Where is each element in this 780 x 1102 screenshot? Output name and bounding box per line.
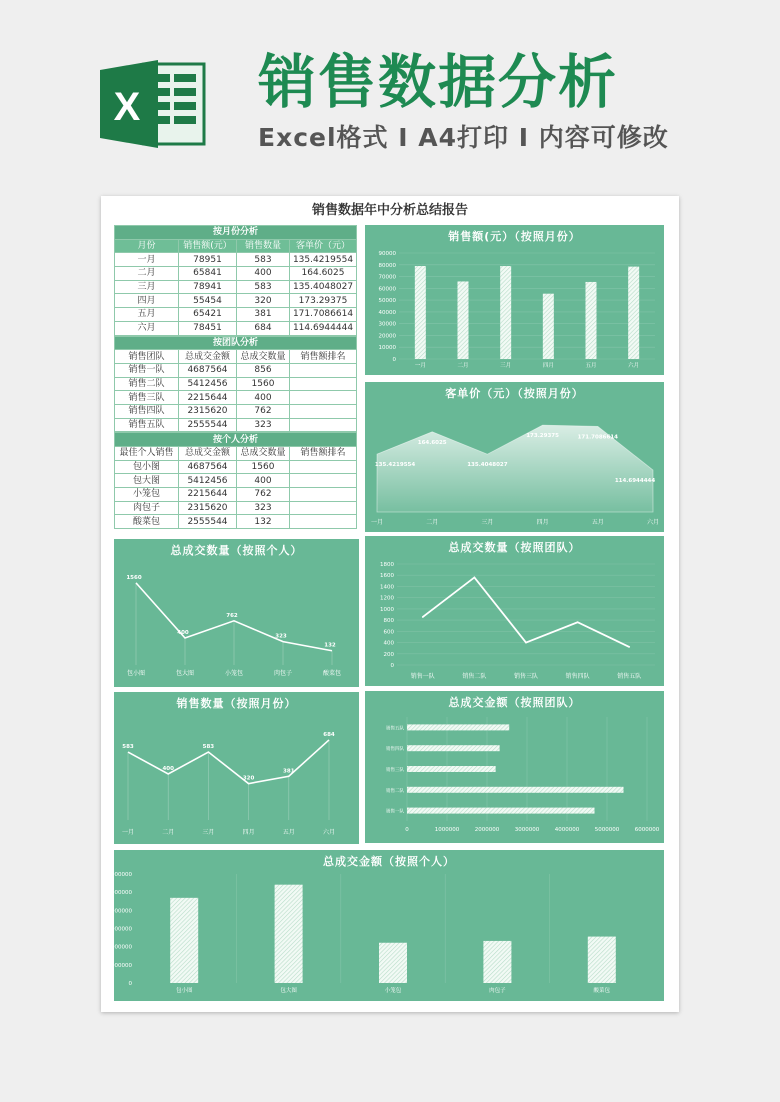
table-cell[interactable]: [290, 391, 357, 405]
table-cell[interactable]: 4687564: [179, 460, 237, 474]
y-tick-label: 0: [390, 663, 394, 669]
table-row: [115, 501, 357, 515]
table-cell[interactable]: 135.4219554: [290, 253, 357, 267]
y-tick-label: 90000: [378, 251, 396, 257]
y-tick-label: 70000: [378, 274, 396, 281]
table-cell[interactable]: 2215644: [179, 488, 237, 502]
table-cell[interactable]: 4687564: [179, 363, 237, 377]
data-point: [525, 642, 527, 644]
table-cell[interactable]: 2315620: [179, 404, 237, 418]
chart-quantity-by-team: [365, 536, 664, 686]
table-row: [115, 267, 357, 281]
y-tick-label: 80000: [378, 262, 396, 269]
table-cell[interactable]: 2555544: [179, 418, 237, 432]
table-cell[interactable]: 65421: [179, 308, 237, 322]
x-tick-label: 包大图: [280, 988, 297, 994]
table-row: [115, 404, 357, 418]
data-label: 173.29375: [526, 433, 559, 440]
y-tick-label: 600: [383, 629, 394, 636]
table-row: [115, 308, 357, 322]
table-cell[interactable]: 114.6944444: [290, 321, 357, 335]
table-row: [115, 280, 357, 294]
chart-title: 销售额(元）（按照月份）: [448, 230, 581, 243]
x-tick-label: 一月: [414, 363, 426, 369]
table-cell[interactable]: 销售五队: [115, 418, 179, 432]
x-tick-label: 销售二队: [462, 673, 487, 680]
table-cell[interactable]: 肉包子: [115, 501, 179, 515]
x-tick-label: 六月: [322, 829, 336, 836]
x-tick-label: 销售四队: [565, 673, 590, 680]
data-point: [422, 616, 424, 618]
table-cell[interactable]: [290, 474, 357, 488]
y-tick-label: 3000000: [107, 926, 132, 933]
chart-title: 总成交金额（按照个人）: [323, 855, 455, 868]
table-cell[interactable]: 销售四队: [115, 404, 179, 418]
chart-plot: [114, 539, 359, 687]
y-tick-label: 1400: [380, 584, 394, 591]
bar: [588, 937, 616, 983]
table-cell[interactable]: 酸菜包: [115, 515, 179, 529]
y-tick-label: 400: [383, 640, 394, 647]
data-point: [542, 424, 544, 426]
y-tick-label: 0: [392, 357, 396, 363]
y-tick-label: 销售二队: [386, 788, 404, 794]
line-series: [128, 740, 329, 784]
table-cell[interactable]: 132: [237, 515, 290, 529]
x-tick-label: 销售三队: [513, 673, 539, 680]
y-tick-label: 4000000: [107, 908, 132, 915]
team-table-header-cell: 销售额排名: [290, 350, 357, 364]
table-row: [115, 515, 357, 529]
table-row: [115, 363, 357, 377]
chart-title: 客单价（元）（按照月份）: [445, 387, 584, 400]
data-point: [474, 577, 476, 579]
chart-title: 销售数量（按照月份）: [176, 697, 297, 710]
bar: [458, 281, 469, 359]
y-tick-label: 销售三队: [386, 768, 404, 773]
chart-unit-price-by-month: [365, 382, 664, 532]
team-table-header-cell: 销售团队: [115, 350, 179, 364]
table-cell[interactable]: 400: [237, 391, 290, 405]
data-label: 684: [323, 731, 335, 738]
x-tick-label: 肉包子: [273, 670, 293, 677]
bar: [415, 266, 426, 359]
x-tick-label: 三月: [481, 519, 494, 526]
x-tick-label: 小笼包: [384, 988, 402, 994]
y-tick-label: 6000000: [107, 872, 132, 878]
person-table-header-cell: 总成交数量: [237, 447, 290, 461]
y-tick-label: 1200: [380, 595, 394, 602]
data-point: [376, 453, 378, 455]
chart-plot: [107, 850, 664, 1001]
data-label: 381: [283, 768, 295, 775]
table-cell[interactable]: 323: [237, 418, 290, 432]
person-table-header-cell: 总成交金额: [179, 447, 237, 461]
table-cell[interactable]: 小笼包: [115, 488, 179, 502]
bar: [586, 282, 597, 359]
data-point: [577, 621, 579, 623]
table-cell[interactable]: 400: [237, 474, 290, 488]
table-cell[interactable]: 三月: [115, 280, 179, 294]
x-tick-label: 二月: [426, 519, 439, 526]
month-table-header-cell: 月份: [115, 239, 179, 253]
bar: [407, 724, 509, 730]
table-cell[interactable]: 六月: [115, 321, 179, 335]
table-cell[interactable]: 856: [237, 363, 290, 377]
table-row: [115, 474, 357, 488]
table-cell[interactable]: 78951: [179, 253, 237, 267]
bar: [543, 294, 554, 359]
chart-amount-by-person: [107, 850, 664, 1001]
x-tick-label: 三月: [202, 829, 215, 836]
bar: [628, 267, 639, 359]
x-tick-label: 一月: [121, 829, 135, 836]
data-tables: [114, 225, 356, 529]
chart-plot: [365, 382, 664, 532]
team-table: [114, 336, 357, 433]
table-cell[interactable]: 2315620: [179, 501, 237, 515]
excel-logo-icon: [100, 58, 208, 150]
person-table-title: 按个人分析: [115, 433, 357, 447]
y-tick-label: 1000: [380, 606, 394, 613]
bar: [170, 898, 198, 983]
table-cell[interactable]: 164.6025: [290, 267, 357, 281]
y-tick-label: 200: [383, 651, 394, 658]
x-tick-label: 四月: [542, 363, 554, 369]
x-tick-label: 五月: [591, 519, 604, 526]
table-cell[interactable]: 销售三队: [115, 391, 179, 405]
table-cell[interactable]: 55454: [179, 294, 237, 308]
bar: [500, 266, 511, 359]
y-tick-label: 销售一队: [386, 809, 404, 815]
x-tick-label: 六月: [628, 363, 640, 369]
x-tick-label: 0: [405, 827, 409, 833]
table-cell[interactable]: [290, 488, 357, 502]
y-tick-label: 5000000: [107, 890, 132, 897]
table-row: [115, 253, 357, 267]
table-cell[interactable]: 一月: [115, 253, 179, 267]
person-table-header-cell: 最佳个人销售: [115, 447, 179, 461]
x-tick-label: 小笼包: [224, 670, 244, 677]
x-tick-label: 包小图: [126, 670, 146, 677]
x-tick-label: 4000000: [554, 827, 580, 833]
x-tick-label: 3000000: [514, 827, 540, 833]
y-tick-label: 20000: [378, 333, 396, 340]
table-cell[interactable]: [290, 515, 357, 529]
table-cell[interactable]: 2215644: [179, 391, 237, 405]
chart-title: 总成交数量（按照团队）: [448, 541, 581, 554]
table-cell[interactable]: 5412456: [179, 474, 237, 488]
table-cell[interactable]: 65841: [179, 267, 237, 281]
y-tick-label: 1600: [380, 573, 394, 580]
table-cell[interactable]: [290, 418, 357, 432]
month-table-header-cell: 销售数量: [237, 239, 290, 253]
data-label: 400: [177, 630, 189, 636]
person-table-header-cell: 销售额排名: [290, 447, 357, 461]
table-cell[interactable]: 包小图: [115, 460, 179, 474]
page-title: 销售数据分析: [258, 48, 619, 116]
y-tick-label: 40000: [378, 309, 396, 316]
table-cell[interactable]: 135.4048027: [290, 280, 357, 294]
person-table: [114, 432, 357, 529]
table-cell[interactable]: 销售一队: [115, 363, 179, 377]
table-cell[interactable]: 78451: [179, 321, 237, 335]
x-tick-label: 1000000: [434, 827, 460, 833]
x-tick-label: 四月: [536, 519, 549, 526]
table-cell[interactable]: 173.29375: [290, 294, 357, 308]
data-label: 135.4048027: [467, 462, 508, 469]
table-cell[interactable]: 320: [237, 294, 290, 308]
data-point: [431, 431, 433, 433]
table-cell[interactable]: 78941: [179, 280, 237, 294]
report-title: 销售数据年中分析总结报告: [311, 203, 468, 218]
team-table-header-cell: 总成交数量: [237, 350, 290, 364]
chart-quantity-by-person: [114, 539, 359, 687]
data-point: [487, 453, 489, 455]
table-cell[interactable]: [290, 404, 357, 418]
bar: [407, 808, 595, 814]
data-label: 132: [324, 642, 336, 649]
x-tick-label: 一月: [370, 519, 384, 526]
chart-sales-by-month: [365, 225, 664, 375]
x-tick-label: 酸菜包: [322, 670, 342, 677]
y-tick-label: 销售五队: [386, 726, 404, 732]
data-label: 762: [226, 612, 238, 619]
x-tick-label: 包小图: [175, 988, 193, 994]
x-tick-label: 5000000: [594, 827, 620, 833]
data-label: 323: [275, 633, 287, 640]
x-tick-label: 四月: [242, 829, 255, 836]
bar: [483, 941, 511, 983]
x-tick-label: 肉包子: [489, 988, 506, 994]
x-tick-label: 三月: [500, 363, 512, 369]
x-tick-label: 五月: [585, 363, 597, 369]
x-tick-label: 五月: [282, 829, 295, 836]
month-table: [114, 225, 357, 336]
table-cell[interactable]: 762: [237, 404, 290, 418]
chart-title: 总成交数量（按照个人）: [170, 544, 303, 557]
table-cell[interactable]: 2555544: [179, 515, 237, 529]
chart-amount-by-team: [365, 691, 664, 843]
table-cell[interactable]: 323: [237, 501, 290, 515]
y-tick-label: 30000: [378, 321, 396, 328]
team-table-title: 按团队分析: [115, 336, 357, 350]
chart-plot: [365, 225, 664, 375]
chart-quantity-by-month: [114, 692, 359, 844]
month-table-header-cell: 客单价（元）: [290, 239, 357, 253]
x-tick-label: 六月: [646, 519, 660, 526]
x-tick-label: 2000000: [474, 827, 500, 833]
bar: [275, 885, 303, 983]
table-cell[interactable]: 583: [237, 253, 290, 267]
y-tick-label: 50000: [378, 298, 396, 305]
table-row: [115, 460, 357, 474]
x-tick-label: 6000000: [634, 827, 660, 833]
table-cell[interactable]: 二月: [115, 267, 179, 281]
y-tick-label: 0: [128, 981, 132, 987]
x-tick-label: 销售一队: [410, 673, 435, 680]
data-label: 400: [162, 766, 174, 772]
bar: [379, 943, 407, 983]
table-row: [115, 377, 357, 391]
table-row: [115, 294, 357, 308]
bar: [407, 787, 623, 793]
table-cell[interactable]: 五月: [115, 308, 179, 322]
y-tick-label: 2000000: [107, 944, 132, 951]
table-cell[interactable]: 四月: [115, 294, 179, 308]
table-cell[interactable]: 销售二队: [115, 377, 179, 391]
x-tick-label: 二月: [457, 363, 469, 369]
table-cell[interactable]: 381: [237, 308, 290, 322]
line-series: [423, 577, 629, 646]
y-tick-label: 800: [383, 618, 394, 625]
table-cell[interactable]: 5412456: [179, 377, 237, 391]
y-tick-label: 销售四队: [386, 747, 404, 753]
report-sheet: [101, 196, 679, 1012]
table-row: [115, 418, 357, 432]
page-subtitle: Excel格式 I A4打印 I 内容可修改: [258, 123, 669, 152]
data-label: 171.7086614: [577, 434, 618, 441]
table-cell[interactable]: 171.7086614: [290, 308, 357, 322]
table-cell[interactable]: [290, 363, 357, 377]
table-row: [115, 391, 357, 405]
chart-plot: [365, 536, 664, 686]
logo-letter: X: [113, 85, 141, 129]
table-cell[interactable]: 762: [237, 488, 290, 502]
data-label: 135.4219554: [374, 462, 416, 469]
chart-title: 总成交金额（按照团队）: [448, 696, 581, 709]
x-tick-label: 二月: [162, 829, 175, 836]
table-cell[interactable]: 400: [237, 267, 290, 281]
data-label: 114.6944444: [614, 478, 656, 485]
data-point: [628, 646, 630, 648]
chart-plot: [365, 691, 664, 843]
table-cell[interactable]: [290, 460, 357, 474]
y-tick-label: 10000: [378, 345, 396, 352]
table-cell[interactable]: 1560: [237, 377, 290, 391]
data-point: [652, 469, 654, 471]
y-tick-label: 1800: [380, 562, 394, 568]
x-tick-label: 包大图: [175, 670, 195, 677]
table-row: [115, 488, 357, 502]
team-table-header-cell: 总成交金额: [179, 350, 237, 364]
y-tick-label: 1000000: [107, 962, 132, 969]
data-label: 583: [122, 744, 134, 751]
table-cell[interactable]: 1560: [237, 460, 290, 474]
data-label: 583: [202, 744, 215, 751]
data-label: 1560: [126, 574, 142, 581]
table-cell[interactable]: 684: [237, 321, 290, 335]
table-cell[interactable]: 583: [237, 280, 290, 294]
month-table-header-cell: 销售额(元）: [179, 239, 237, 253]
x-tick-label: 酸菜包: [593, 988, 611, 994]
table-cell[interactable]: [290, 377, 357, 391]
bar: [407, 766, 496, 772]
data-point: [597, 426, 599, 428]
table-cell[interactable]: 包大图: [115, 474, 179, 488]
month-table-title: 按月份分析: [115, 226, 357, 240]
data-label: 164.6025: [417, 439, 447, 446]
table-row: [115, 321, 357, 335]
table-cell[interactable]: [290, 501, 357, 515]
data-label: 320: [242, 775, 255, 782]
x-tick-label: 销售五队: [617, 673, 642, 680]
bar: [407, 745, 500, 751]
header: [0, 0, 780, 195]
chart-plot: [114, 692, 359, 844]
y-tick-label: 60000: [378, 286, 396, 293]
